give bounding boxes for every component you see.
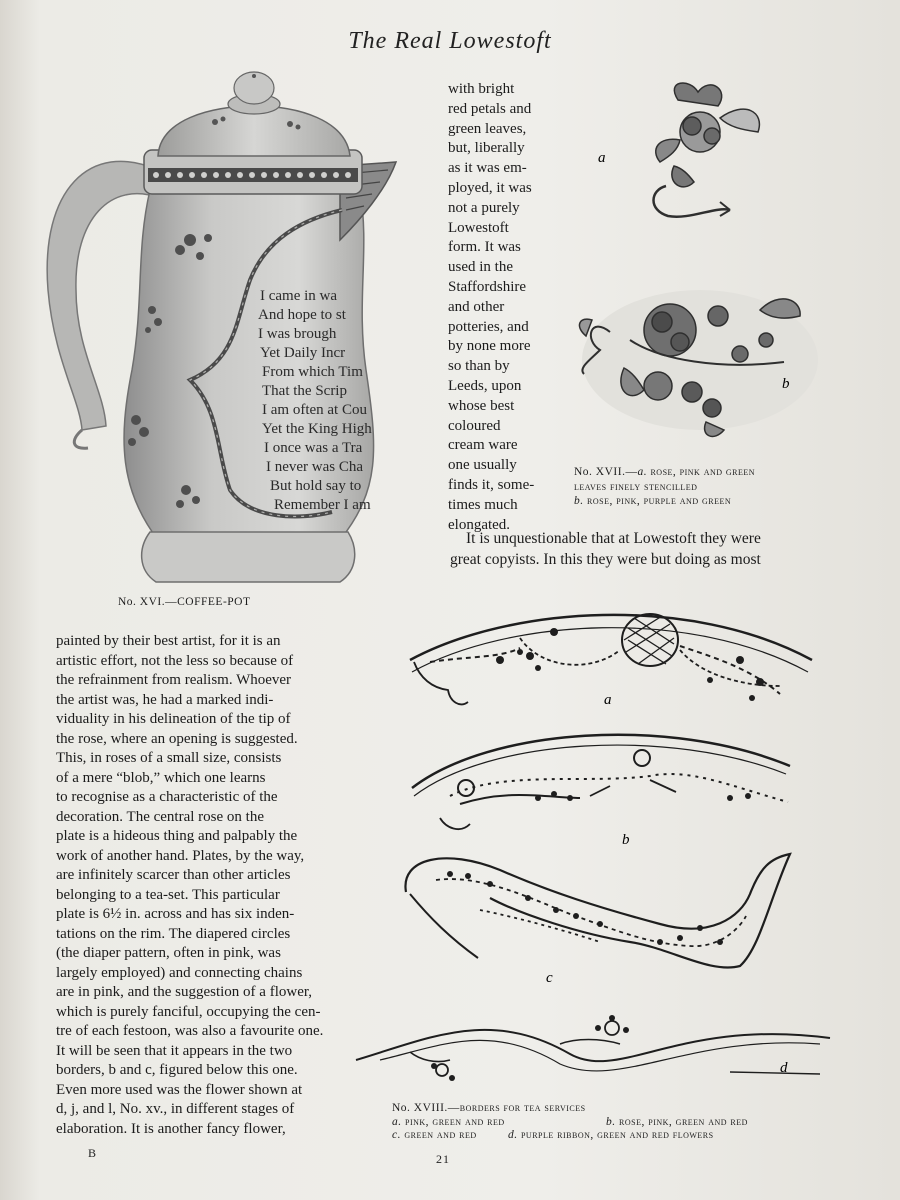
text-line: the rose, where an opening is suggested. bbox=[56, 730, 298, 747]
text-line: tations on the rim. The diapered circles bbox=[56, 925, 291, 942]
text-line: as it was em- bbox=[448, 160, 527, 177]
text-line: elongated. bbox=[448, 516, 511, 533]
text-line: (the diaper pattern, often in pink, was bbox=[56, 945, 281, 961]
text-line: the artist was, he had a marked indi- bbox=[56, 691, 274, 708]
inscription-line: Remember I am bbox=[274, 497, 371, 513]
inscription-line: From which Tim bbox=[262, 364, 363, 380]
text-line: plate is 6½ in. across and has six inden- bbox=[56, 906, 295, 922]
text-line: tre of each festoon, was also a favourite one. bbox=[56, 1023, 324, 1039]
text-line: finds it, some- bbox=[448, 476, 535, 493]
inscription-line: Yet Daily Incr bbox=[260, 345, 346, 361]
text-line: Staffordshire bbox=[448, 278, 527, 295]
inscription-line: I am often at Cou bbox=[262, 402, 367, 418]
text-line: not a purely bbox=[448, 199, 520, 216]
figure-17-label-a: a bbox=[598, 150, 606, 166]
text-line: times much bbox=[448, 496, 518, 513]
text-line: viduality in his delineation of the tip of bbox=[56, 711, 291, 727]
text-line: with bright bbox=[448, 81, 515, 97]
text-line: used in the bbox=[448, 259, 513, 276]
inscription-line: I was brough bbox=[258, 326, 337, 342]
inscription-line: I once was a Tra bbox=[264, 440, 363, 456]
text-line: Lowestoft bbox=[448, 219, 509, 236]
inscription-line: But hold say to bbox=[270, 478, 362, 494]
figure-18-label-d: d bbox=[780, 1060, 788, 1076]
text-line: belonging to a tea-set. This particular bbox=[56, 886, 280, 903]
text-line: one usually bbox=[448, 457, 517, 474]
text-line: decoration. The central rose on the bbox=[56, 808, 264, 825]
border-b bbox=[412, 735, 790, 829]
text-line: elaboration. It is another fancy flower, bbox=[56, 1120, 286, 1137]
inscription-line: That the Scrip bbox=[262, 383, 347, 399]
text-line: cream ware bbox=[448, 437, 518, 454]
border-a bbox=[410, 614, 812, 704]
figure-17-drawings bbox=[570, 70, 820, 450]
body-line: It is unquestionable that at Lowestoft they were bbox=[466, 530, 761, 547]
inscription-line: And hope to st bbox=[258, 307, 346, 323]
text-line: ployed, it was bbox=[448, 179, 532, 196]
figure-18-label-c: c bbox=[546, 970, 553, 986]
narrow-text-column bbox=[448, 80, 548, 535]
page-number: 21 bbox=[436, 1152, 450, 1166]
rose-sprig-a bbox=[654, 83, 760, 217]
figure-17-label-b: b bbox=[782, 376, 790, 392]
text-line: This, in roses of a small size, consists bbox=[56, 750, 282, 766]
inscription-line: Yet the King High bbox=[262, 421, 372, 437]
text-line: which is purely fanciful, occupying the cen- bbox=[56, 1003, 321, 1020]
inscription-line: I never was Cha bbox=[266, 459, 364, 475]
text-line: coloured bbox=[448, 417, 501, 434]
roses-spray-b bbox=[579, 290, 818, 436]
signature-mark: B bbox=[88, 1146, 97, 1160]
text-line: form. It was bbox=[448, 239, 521, 256]
text-line: by none more bbox=[448, 338, 531, 355]
body-line: great copyists. In this they were but doing as most bbox=[450, 551, 761, 568]
text-line: It will be seen that it appears in the two bbox=[56, 1042, 293, 1059]
text-line: the refrainment from realism. Whoever bbox=[56, 672, 292, 688]
figure-17-caption: No. XVII.—a. rose, pink and green leaves finely stencilled b. rose, pink, purple and green bbox=[574, 466, 756, 507]
text-line: whose best bbox=[448, 397, 515, 414]
border-c bbox=[405, 854, 790, 968]
figure-18-borders bbox=[350, 598, 840, 1098]
text-line: borders, b and c, figured below this one. bbox=[56, 1062, 298, 1078]
figure-18-caption: No. XVIII.—borders for tea services a. pink, green and red b. rose, pink, green and red c. green and red d. purple ribbon, green and red flowers bbox=[392, 1102, 748, 1141]
text-line: to recognise as a characteristic of the bbox=[56, 789, 278, 805]
text-line: Leeds, upon bbox=[448, 377, 522, 394]
text-line: largely employed) and connecting chains bbox=[56, 964, 303, 981]
figure-18-label-b: b bbox=[622, 832, 630, 848]
text-line: so than by bbox=[448, 358, 510, 375]
figure-18-label-a: a bbox=[604, 692, 612, 708]
text-line: Even more used was the flower shown at bbox=[56, 1081, 303, 1098]
text-line: are in pink, and the suggestion of a flower, bbox=[56, 984, 312, 1000]
running-head: The Real Lowestoft bbox=[348, 28, 552, 54]
text-line: potteries, and bbox=[448, 318, 529, 335]
text-line: but, liberally bbox=[448, 140, 525, 157]
text-line: work of another hand. Plates, by the way, bbox=[56, 847, 305, 864]
text-line: plate is a hideous thing and palpably the bbox=[56, 828, 298, 844]
text-line: artistic effort, not the less so because of bbox=[56, 652, 294, 669]
text-line: and other bbox=[448, 298, 505, 315]
text-line: painted by their best artist, for it is an bbox=[56, 633, 281, 649]
text-line: red petals and bbox=[448, 100, 532, 117]
inscription-line: I came in wa bbox=[260, 288, 338, 304]
text-line: of a mere “blob,” which one learns bbox=[56, 769, 266, 786]
text-line: are infinitely scarcer than other articles bbox=[56, 867, 291, 883]
body-text-column bbox=[56, 632, 346, 1139]
coffee-pot-illustration bbox=[40, 70, 402, 592]
text-line: d, j, and l, No. xv., in different stages of bbox=[56, 1101, 295, 1117]
border-d bbox=[356, 1021, 830, 1076]
figure-16-caption: No. XVI.—COFFEE-POT bbox=[118, 596, 251, 608]
text-line: green leaves, bbox=[448, 120, 527, 137]
